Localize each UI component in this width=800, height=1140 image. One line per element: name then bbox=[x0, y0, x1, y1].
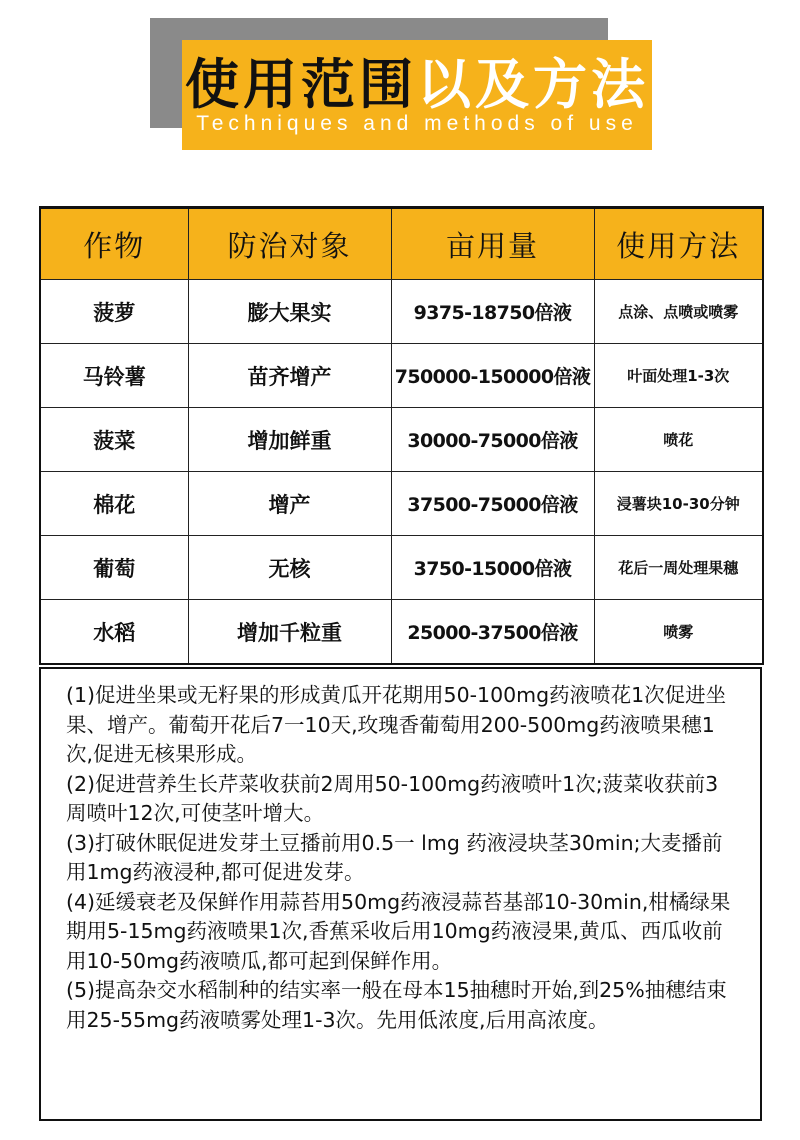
crop-cell: 水稻 bbox=[40, 600, 188, 665]
table-row bbox=[40, 280, 763, 344]
target-cell: 增产 bbox=[188, 472, 391, 536]
dosage-cell: 25000-37500倍液 bbox=[391, 600, 594, 665]
dosage-cell: 750000-150000倍液 bbox=[391, 344, 594, 408]
note-paragraph: (5)提高杂交水稻制种的结实率一般在母本15抽穗时开始,到25%抽穗结束用25-55mg药液喷雾处理1-3次。先用低浓度,后用高浓度。 bbox=[66, 978, 727, 1032]
crop-cell: 菠萝 bbox=[40, 280, 188, 344]
table-row bbox=[40, 344, 763, 408]
method-cell: 花后一周处理果穗 bbox=[594, 536, 763, 600]
title-part-1: 使用范围 bbox=[185, 52, 417, 116]
crop-cell: 葡萄 bbox=[40, 536, 188, 600]
note-paragraph: (2)促进营养生长芹菜收获前2周用50-100mg药液喷叶1次;菠菜收获前3周喷叶12次,可使茎叶增大。 bbox=[66, 771, 719, 825]
page-title bbox=[182, 44, 652, 116]
usage-table bbox=[39, 206, 764, 665]
target-cell: 增加千粒重 bbox=[188, 600, 391, 665]
table-row bbox=[40, 408, 763, 472]
method-cell: 喷花 bbox=[594, 408, 763, 472]
method-cell: 浸薯块10-30分钟 bbox=[594, 472, 763, 536]
target-cell: 增加鲜重 bbox=[188, 408, 391, 472]
note-paragraph: (4)延缓衰老及保鲜作用蒜苔用50mg药液浸蒜苔基部10-30min,柑橘绿果期用5-15mg药液喷果1次,香蕉采收后用10mg药液浸果,黄瓜、西瓜收前用10-50mg药液喷瓜,都可起到保鲜作用。 bbox=[66, 889, 731, 973]
header-target: 防治对象 bbox=[188, 208, 391, 280]
crop-cell: 棉花 bbox=[40, 472, 188, 536]
table-row bbox=[40, 536, 763, 600]
dosage-cell: 9375-18750倍液 bbox=[391, 280, 594, 344]
method-cell: 喷雾 bbox=[594, 600, 763, 665]
target-cell: 苗齐增产 bbox=[188, 344, 391, 408]
table-header-row bbox=[40, 208, 763, 280]
note-paragraph: (1)促进坐果或无籽果的形成黄瓜开花期用50-100mg药液喷花1次促进坐果、增产。葡萄开花后7一10天,玫瑰香葡萄用200-500mg药液喷果穗1次,促进无核果形成。 bbox=[66, 683, 727, 766]
target-cell: 无核 bbox=[188, 536, 391, 600]
header-method: 使用方法 bbox=[594, 208, 763, 280]
crop-cell: 马铃薯 bbox=[40, 344, 188, 408]
header-dosage: 亩用量 bbox=[391, 208, 594, 280]
dosage-cell: 37500-75000倍液 bbox=[391, 472, 594, 536]
page-subtitle: Techniques and methods of use bbox=[196, 112, 638, 135]
table-row bbox=[40, 600, 763, 665]
usage-notes bbox=[39, 667, 762, 1121]
crop-cell: 菠菜 bbox=[40, 408, 188, 472]
target-cell: 膨大果实 bbox=[188, 280, 391, 344]
table-row bbox=[40, 472, 763, 536]
dosage-cell: 3750-15000倍液 bbox=[391, 536, 594, 600]
note-paragraph: (3)打破休眠促进发芽土豆播前用0.5一 lmg 药液浸块茎30min;大麦播前用1mg药液浸种,都可促进发芽。 bbox=[66, 830, 723, 884]
header-crop: 作物 bbox=[40, 208, 188, 280]
title-part-2: 以及方法 bbox=[417, 52, 649, 116]
method-cell: 叶面处理1-3次 bbox=[594, 344, 763, 408]
dosage-cell: 30000-75000倍液 bbox=[391, 408, 594, 472]
method-cell: 点涂、点喷或喷雾 bbox=[594, 280, 763, 344]
